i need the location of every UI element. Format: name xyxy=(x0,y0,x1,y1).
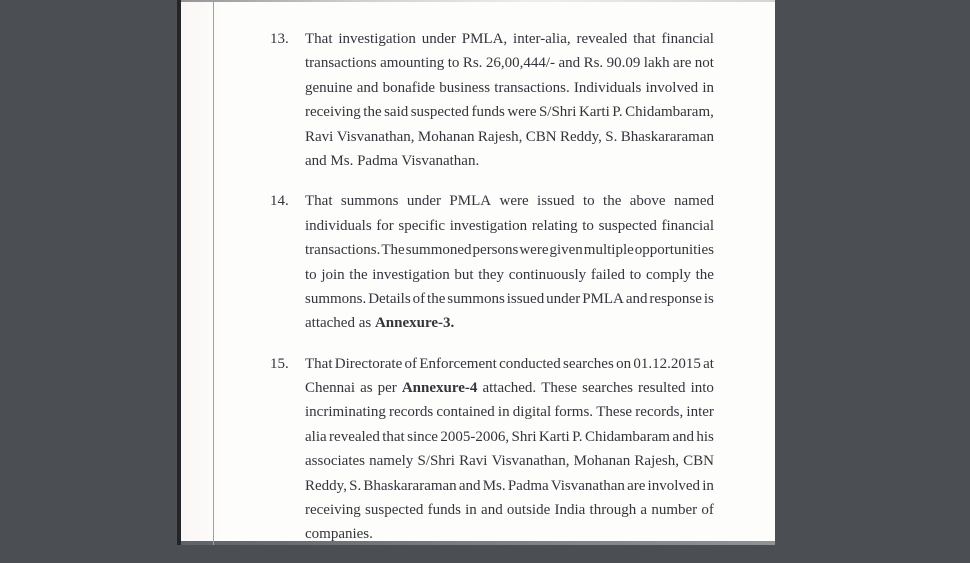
paragraph-number: 15. xyxy=(270,355,289,372)
paragraph-line: alia revealed that since 2005-2006, Shri Karti P. Chidambaram and his xyxy=(305,428,714,445)
paragraph-line: Chennai as per Annexure-4 attached. These searches resulted into xyxy=(305,380,714,397)
paragraph-line: companies. xyxy=(305,526,373,543)
paragraph-line: That summons under PMLA were issued to the above named xyxy=(305,193,714,210)
paragraph-line: That investigation under PMLA, inter-alia, revealed that financial xyxy=(305,31,714,47)
paragraph-number: 14. xyxy=(270,193,289,210)
paragraph-item xyxy=(181,27,775,173)
paragraph-line: and Ms. Padma Visvanathan. xyxy=(305,152,480,169)
paragraph-number: 13. xyxy=(270,31,289,47)
paragraph-body xyxy=(305,352,714,547)
paragraph-line: That Directorate of Enforcement conducted searches on 01.12.2015 at xyxy=(305,355,714,372)
paragraph-item xyxy=(181,352,775,547)
paragraph-line: genuine and bonafide business transactions. Individuals involved in xyxy=(305,79,714,96)
paragraph-line: to join the investigation but they continuously failed to comply the xyxy=(305,266,714,283)
paragraph-line: summons. Details of the summons issued under PMLA and response is xyxy=(305,290,714,307)
paragraph-line: transactions. The summoned persons were given multiple opportunities xyxy=(305,242,714,259)
paragraph-line: receiving suspected funds in and outside India through a number of xyxy=(305,502,714,519)
paragraph-item xyxy=(181,189,775,335)
paragraph-line: Ravi Visvanathan, Mohanan Rajesh, CBN Reddy, S. Bhaskararaman xyxy=(305,128,714,145)
paragraph-body xyxy=(305,27,714,173)
paragraph-list xyxy=(181,27,775,563)
paragraph-body xyxy=(305,189,714,335)
paragraph-line: transactions amounting to Rs. 26,00,444/- and Rs. 90.09 lakh are not xyxy=(305,55,714,72)
paragraph-line: attached as Annexure-3. xyxy=(305,315,455,332)
paragraph-line: individuals for specific investigation relating to suspected financial xyxy=(305,217,714,234)
paragraph-line: receiving the said suspected funds were S/Shri Karti P. Chidambaram, xyxy=(305,104,714,121)
paragraph-line: associates namely S/Shri Ravi Visvanathan, Mohanan Rajesh, CBN xyxy=(305,453,714,470)
paragraph-line: incriminating records contained in digital forms. These records, inter xyxy=(305,404,714,421)
paragraph-line: Reddy, S. Bhaskararaman and Ms. Padma Visvanathan are involved in xyxy=(305,477,714,494)
page-top-edge-shadow xyxy=(181,0,775,2)
